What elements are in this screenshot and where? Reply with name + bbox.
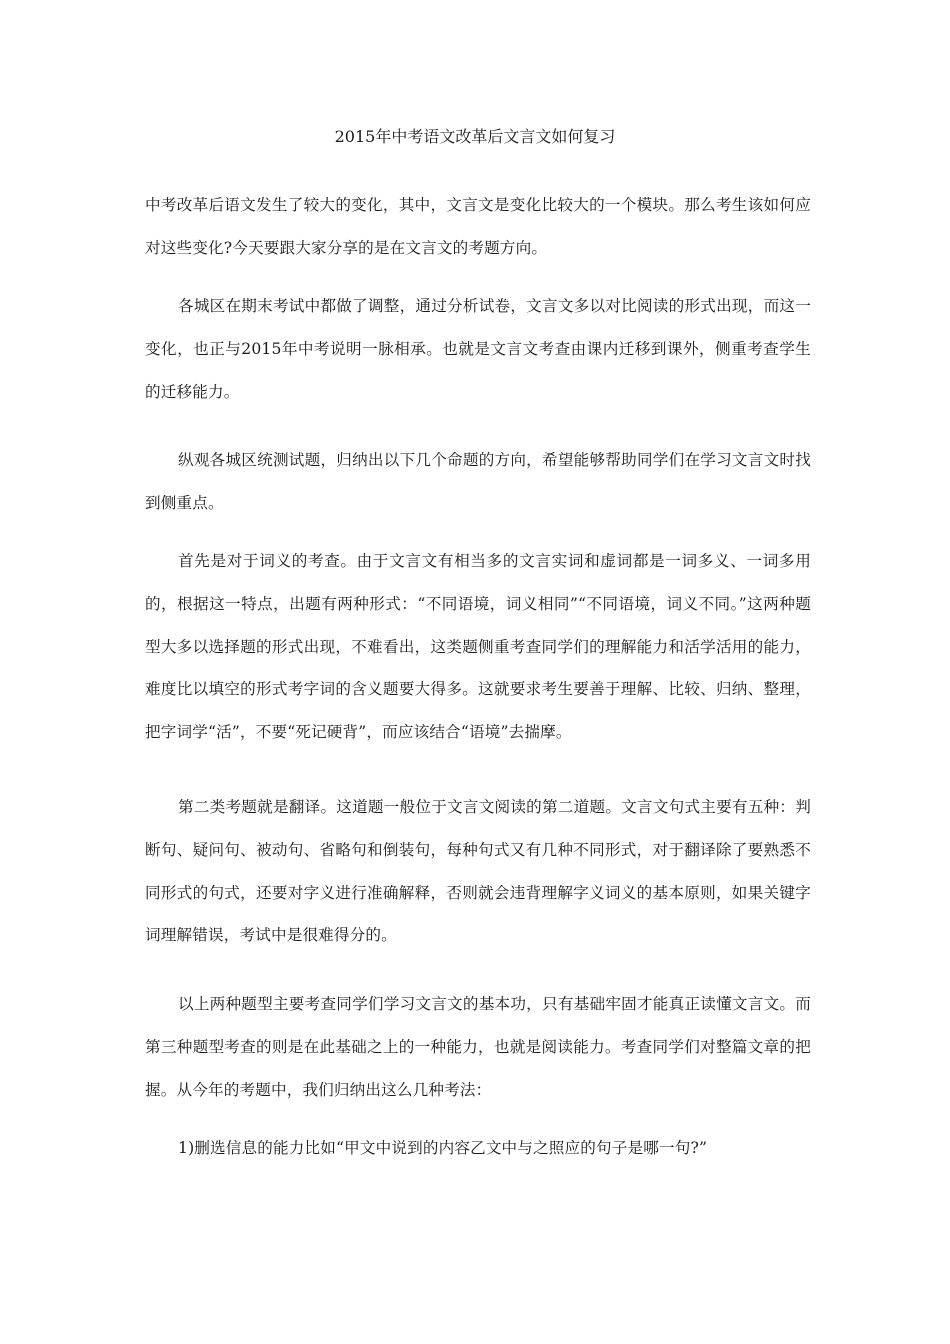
paragraph-overview: 纵观各城区统测试题，归纳出以下几个命题的方向，希望能够帮助同学们在学习文言文时找到侧重点。 (145, 451, 811, 512)
paragraph-intro: 中考改革后语文发生了较大的变化，其中，文言文是变化比较大的一个模块。那么考生该如何应对这些变化?今天要跟大家分享的是在文言文的考题方向。 (145, 196, 811, 257)
paragraph-translation: 第二类考题就是翻译。这道题一般位于文言文阅读的第二道题。文言文句式主要有五种：判断句、疑问句、被动句、省略句和倒装句，每种句式又有几种不同形式，对于翻译除了要熟悉不同形式的句式，还要对字义进行准确解释，否则就会违背理解字义词义的基本原则，如果关键字词理解错误，考试中是很难得分的。 (145, 798, 811, 945)
paragraph-word-meaning: 首先是对于词义的考查。由于文言文有相当多的文言实词和虚词都是一词多义、一词多用的，根据这一特点，出题有两种形式：“不同语境，词义相同”“不同语境，词义不同。”这两种题型大多以选择题的形式出现，不难看出，这类题侧重考查同学们的理解能力和活学活用的能力，难度比以填空的形式考字词的含义题要大得多。这就要求考生要善于理解、比较、归纳、整理，把字词学“活”，不要“死记硬背”，而应该结合“语境”去揣摩。 (145, 552, 811, 742)
paragraph-exam-change: 各城区在期末考试中都做了调整，通过分析试卷，文言文多以对比阅读的形式出现，而这一变化，也正与2015年中考说明一脉相承。也就是文言文考查由课内迁移到课外，侧重考查学生的迁移能力。 (145, 297, 811, 401)
paragraph-list-item-1: 1)删选信息的能力比如“甲文中说到的内容乙文中与之照应的句子是哪一句?” (178, 1139, 708, 1157)
document-title: 2015年中考语文改革后文言文如何复习 (334, 127, 616, 146)
paragraph-reading-ability: 以上两种题型主要考查同学们学习文言文的基本功，只有基础牢固才能真正读懂文言文。而第三种题型考查的则是在此基础之上的一种能力，也就是阅读能力。考查同学们对整篇文章的把握。从今年的考题中，我们归纳出这么几种考法： (145, 995, 811, 1099)
